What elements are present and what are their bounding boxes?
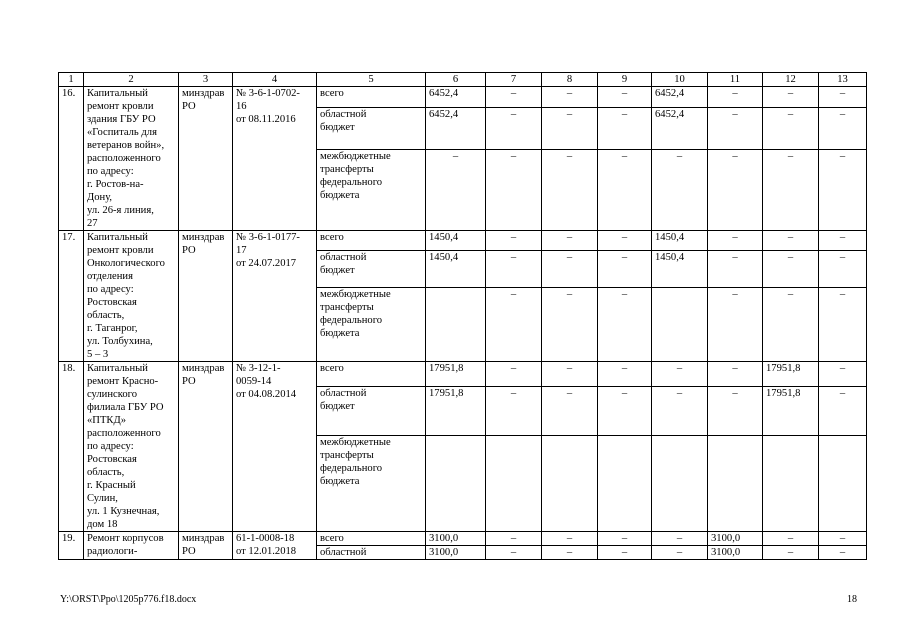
- value-cell-c13: –: [819, 532, 867, 546]
- value-cell-c6: 6452,4: [426, 108, 486, 149]
- value-cell-c6: 17951,8: [426, 362, 486, 387]
- funding-source: всего: [317, 362, 426, 387]
- value-cell-c7: –: [486, 546, 542, 560]
- value-cell-c11: 3100,0: [708, 546, 763, 560]
- value-cell-c10: [652, 436, 708, 532]
- value-cell-c12: –: [763, 87, 819, 108]
- value-cell-c7: –: [486, 288, 542, 362]
- document-number: № 3-12-1- 0059-14 от 04.08.2014: [233, 362, 317, 532]
- budget-table: [58, 72, 867, 560]
- value-cell-c8: –: [542, 108, 598, 149]
- funding-source: всего: [317, 532, 426, 546]
- object-name: Ремонт корпусов радиологи-: [84, 532, 179, 560]
- value-cell-c8: –: [542, 250, 598, 288]
- value-cell-c10: 1450,4: [652, 250, 708, 288]
- column-number-7: 7: [486, 73, 542, 87]
- organization: минздрав РО: [179, 231, 233, 362]
- column-number-12: 12: [763, 73, 819, 87]
- value-cell-c8: –: [542, 362, 598, 387]
- value-cell-c11: [708, 436, 763, 532]
- value-cell-c12: –: [763, 288, 819, 362]
- funding-source: всего: [317, 87, 426, 108]
- value-cell-c11: –: [708, 231, 763, 251]
- value-cell-c11: –: [708, 387, 763, 436]
- value-cell-c13: –: [819, 149, 867, 230]
- value-cell-c12: –: [763, 108, 819, 149]
- value-cell-c11: –: [708, 87, 763, 108]
- value-cell-c13: –: [819, 546, 867, 560]
- value-cell-c11: –: [708, 362, 763, 387]
- value-cell-c12: –: [763, 532, 819, 546]
- funding-source: межбюджетные трансферты федерального бюджета: [317, 288, 426, 362]
- value-cell-c11: –: [708, 108, 763, 149]
- value-cell-c8: –: [542, 288, 598, 362]
- object-name: Капитальный ремонт кровли здания ГБУ РО «Госпиталь для ветеранов войн», расположенного по адресу: г. Ростов-на- Дону, ул. 26-я линия, 27: [84, 87, 179, 231]
- table-row: [59, 362, 867, 387]
- value-cell-c10: –: [652, 532, 708, 546]
- funding-source: межбюджетные трансферты федерального бюджета: [317, 149, 426, 230]
- value-cell-c8: –: [542, 532, 598, 546]
- column-number-row: [59, 73, 867, 87]
- value-cell-c9: –: [598, 108, 652, 149]
- funding-source: областной бюджет: [317, 250, 426, 288]
- value-cell-c9: –: [598, 149, 652, 230]
- value-cell-c6: 17951,8: [426, 387, 486, 436]
- value-cell-c9: –: [598, 231, 652, 251]
- funding-source: межбюджетные трансферты федерального бюджета: [317, 436, 426, 532]
- row-number: 16.: [59, 87, 84, 231]
- table-row: [59, 532, 867, 546]
- value-cell-c9: –: [598, 250, 652, 288]
- value-cell-c9: [598, 436, 652, 532]
- table-body: [59, 87, 867, 560]
- object-name: Капитальный ремонт кровли Онкологического отделения по адресу: Ростовская область, г. Таганрог, ул. Толбухина, 5 – 3: [84, 231, 179, 362]
- table-row: [59, 87, 867, 108]
- value-cell-c10: 6452,4: [652, 108, 708, 149]
- value-cell-c6: 3100,0: [426, 532, 486, 546]
- value-cell-c13: –: [819, 250, 867, 288]
- value-cell-c13: –: [819, 87, 867, 108]
- value-cell-c9: –: [598, 532, 652, 546]
- value-cell-c10: –: [652, 362, 708, 387]
- value-cell-c13: –: [819, 387, 867, 436]
- funding-source: всего: [317, 231, 426, 251]
- value-cell-c7: –: [486, 87, 542, 108]
- value-cell-c6: –: [426, 149, 486, 230]
- value-cell-c7: –: [486, 108, 542, 149]
- page-number: 18: [847, 594, 857, 605]
- value-cell-c8: –: [542, 87, 598, 108]
- value-cell-c12: –: [763, 231, 819, 251]
- value-cell-c6: [426, 288, 486, 362]
- value-cell-c10: [652, 288, 708, 362]
- value-cell-c8: [542, 436, 598, 532]
- value-cell-c9: –: [598, 362, 652, 387]
- row-number: 19.: [59, 532, 84, 560]
- value-cell-c12: –: [763, 250, 819, 288]
- value-cell-c6: 1450,4: [426, 231, 486, 251]
- column-number-5: 5: [317, 73, 426, 87]
- table-row: [59, 231, 867, 251]
- value-cell-c10: –: [652, 546, 708, 560]
- column-number-2: 2: [84, 73, 179, 87]
- funding-source: областной бюджет: [317, 387, 426, 436]
- document-number: № 3-6-1-0702- 16 от 08.11.2016: [233, 87, 317, 231]
- value-cell-c9: –: [598, 288, 652, 362]
- organization: минздрав РО: [179, 532, 233, 560]
- value-cell-c7: –: [486, 362, 542, 387]
- value-cell-c8: –: [542, 546, 598, 560]
- value-cell-c13: –: [819, 288, 867, 362]
- column-number-3: 3: [179, 73, 233, 87]
- value-cell-c7: –: [486, 387, 542, 436]
- column-number-8: 8: [542, 73, 598, 87]
- value-cell-c13: [819, 436, 867, 532]
- value-cell-c12: 17951,8: [763, 362, 819, 387]
- value-cell-c8: –: [542, 387, 598, 436]
- value-cell-c8: –: [542, 149, 598, 230]
- column-number-13: 13: [819, 73, 867, 87]
- value-cell-c13: –: [819, 108, 867, 149]
- row-number: 18.: [59, 362, 84, 532]
- value-cell-c7: –: [486, 532, 542, 546]
- value-cell-c7: [486, 436, 542, 532]
- value-cell-c6: 6452,4: [426, 87, 486, 108]
- document-number: 61-1-0008-18 от 12.01.2018: [233, 532, 317, 560]
- value-cell-c6: [426, 436, 486, 532]
- value-cell-c13: –: [819, 231, 867, 251]
- value-cell-c6: 3100,0: [426, 546, 486, 560]
- value-cell-c12: –: [763, 546, 819, 560]
- value-cell-c7: –: [486, 250, 542, 288]
- value-cell-c10: –: [652, 149, 708, 230]
- value-cell-c12: –: [763, 149, 819, 230]
- row-number: 17.: [59, 231, 84, 362]
- value-cell-c13: –: [819, 362, 867, 387]
- organization: минздрав РО: [179, 362, 233, 532]
- value-cell-c10: 1450,4: [652, 231, 708, 251]
- funding-source: областной бюджет: [317, 108, 426, 149]
- value-cell-c9: –: [598, 87, 652, 108]
- object-name: Капитальный ремонт Красно- сулинского филиала ГБУ РО «ПТКД» расположенного по адресу: Ростовская область, г. Красный Сулин, ул. 1 Кузнечная, дом 18: [84, 362, 179, 532]
- value-cell-c10: 6452,4: [652, 87, 708, 108]
- column-number-9: 9: [598, 73, 652, 87]
- value-cell-c11: 3100,0: [708, 532, 763, 546]
- value-cell-c12: [763, 436, 819, 532]
- value-cell-c9: –: [598, 546, 652, 560]
- value-cell-c11: –: [708, 149, 763, 230]
- column-number-10: 10: [652, 73, 708, 87]
- value-cell-c12: 17951,8: [763, 387, 819, 436]
- value-cell-c7: –: [486, 231, 542, 251]
- column-number-11: 11: [708, 73, 763, 87]
- value-cell-c10: –: [652, 387, 708, 436]
- column-number-6: 6: [426, 73, 486, 87]
- document-number: № 3-6-1-0177- 17 от 24.07.2017: [233, 231, 317, 362]
- value-cell-c9: –: [598, 387, 652, 436]
- value-cell-c7: –: [486, 149, 542, 230]
- budget-table-container: [58, 72, 863, 560]
- value-cell-c11: –: [708, 250, 763, 288]
- column-number-4: 4: [233, 73, 317, 87]
- value-cell-c8: –: [542, 231, 598, 251]
- funding-source: областной: [317, 546, 426, 560]
- column-number-1: 1: [59, 73, 84, 87]
- organization: минздрав РО: [179, 87, 233, 231]
- value-cell-c11: –: [708, 288, 763, 362]
- file-path: Y:\ORST\Ppo\1205p776.f18.docx: [60, 594, 197, 605]
- value-cell-c6: 1450,4: [426, 250, 486, 288]
